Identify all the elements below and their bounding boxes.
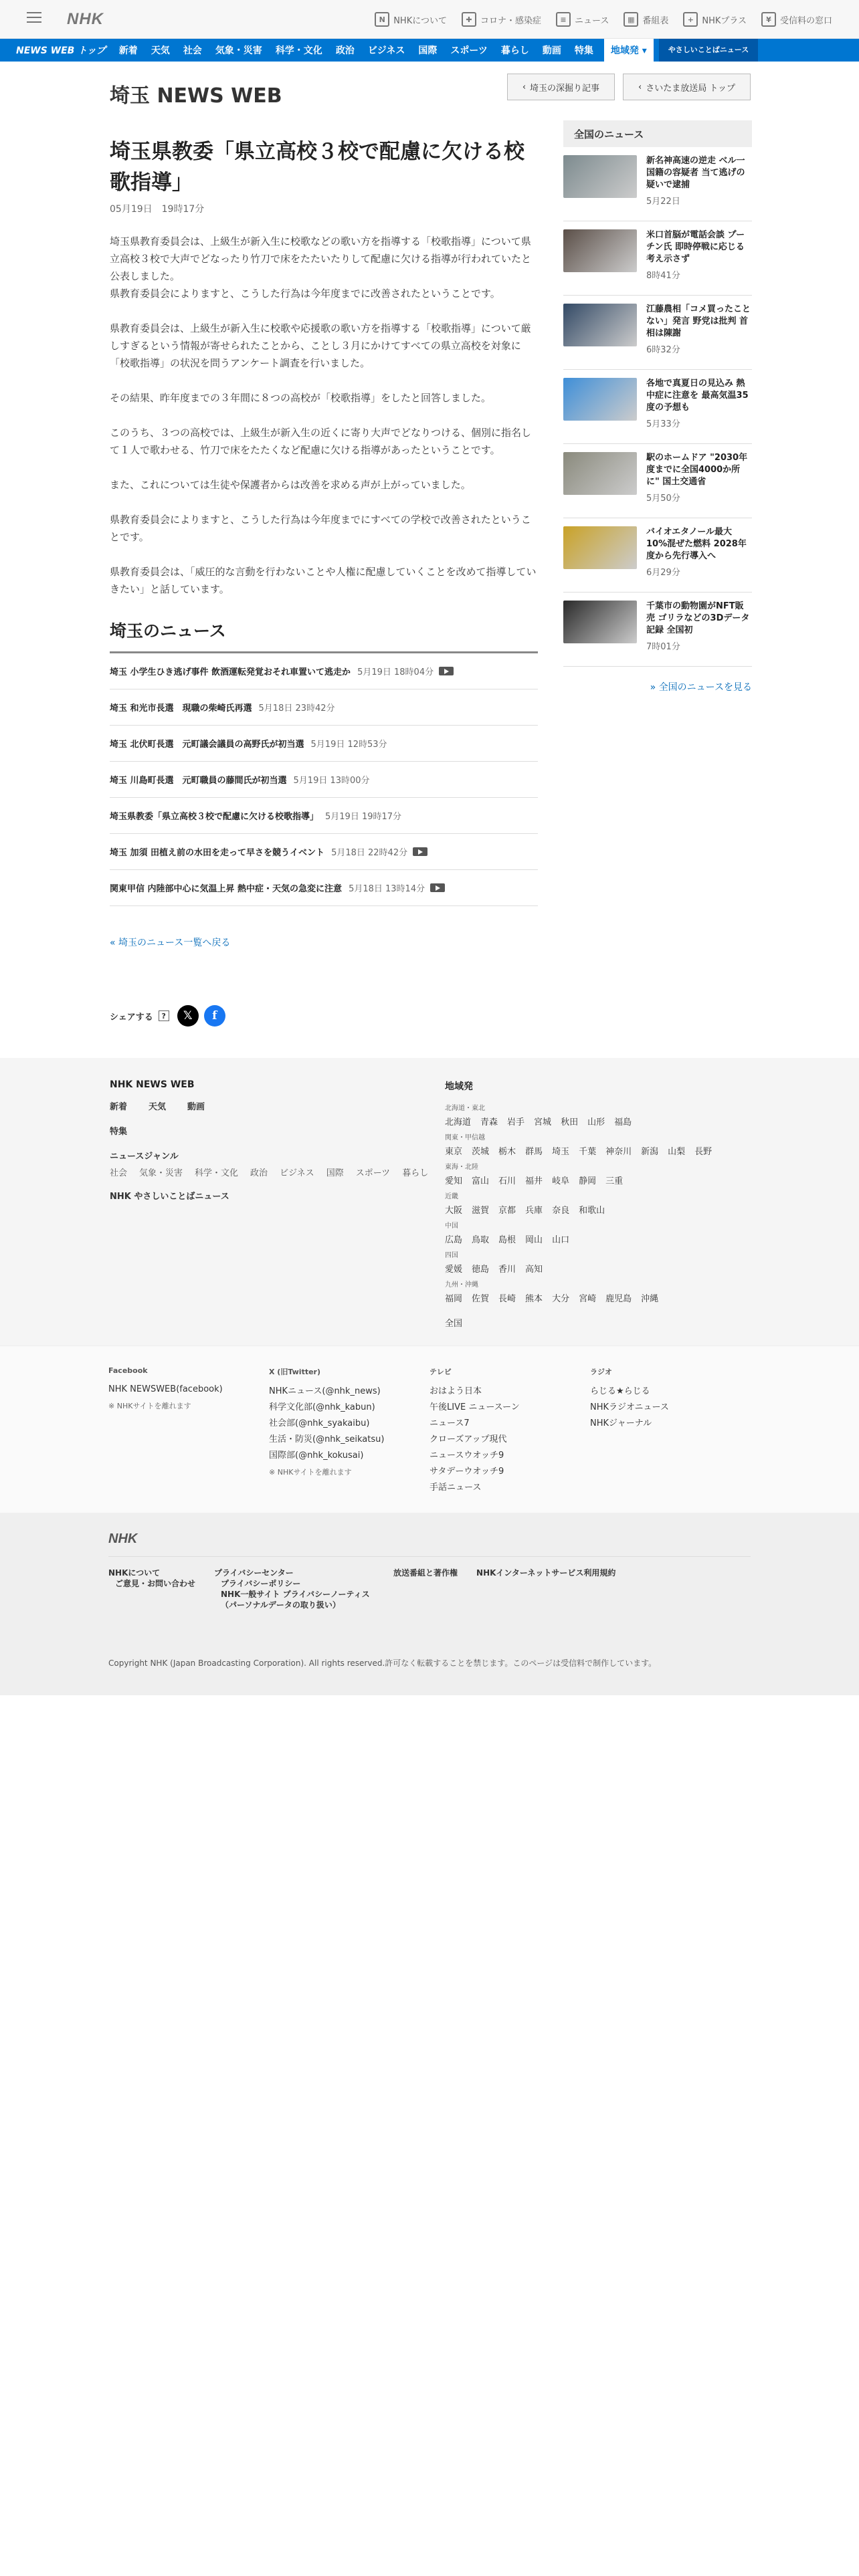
nav-item[interactable]: 暮らし (500, 45, 529, 56)
region-link[interactable]: 徳島 (472, 1265, 490, 1275)
nav-easy-news[interactable] (659, 39, 758, 62)
region-group-label: 東海・北陸 (445, 1164, 478, 1171)
chevron-left-icon: ‹ (638, 82, 642, 92)
footer-legal-group (393, 1568, 458, 1610)
region-link[interactable]: 福島 (614, 1117, 632, 1128)
list-item[interactable] (563, 147, 752, 221)
footer-main-links (110, 1099, 431, 1112)
list-item[interactable] (110, 870, 538, 906)
footer-sns-heading: Facebook (108, 1366, 148, 1375)
news-title: 新名神高速の逆走 ベル一国籍の容疑者 当て逃げの疑いで逮捕 (646, 156, 745, 190)
easy-line2: ニュース (719, 45, 749, 54)
list-item[interactable] (563, 370, 752, 444)
news-thumbnail (563, 526, 637, 569)
video-icon (413, 847, 427, 856)
footer-region-zenkoku[interactable]: 全国 (445, 1319, 463, 1329)
news-icon: ≡ (556, 12, 571, 27)
copyright: Copyright NHK (Japan Broadcasting Corporation). All rights reserved.許可なく転載することを禁じます。このページは受信料で制作しています。 (108, 1658, 657, 1668)
footer-sns-link[interactable]: サタデーウオッチ9 (430, 1467, 504, 1477)
footer-genre-link[interactable]: 国際 (326, 1168, 344, 1178)
footer-legal-group (476, 1568, 615, 1610)
nav-item[interactable]: 科学・文化 (275, 45, 322, 56)
utility-links (375, 0, 832, 39)
footer-sns-link[interactable]: おはよう日本 (430, 1386, 482, 1396)
list-item[interactable] (110, 726, 538, 762)
list-item[interactable] (110, 689, 538, 726)
news-thumbnail (563, 229, 637, 272)
footer-sns-heading: X (旧Twitter) (269, 1368, 320, 1376)
news-date: 5月18日 23時42分 (258, 704, 335, 714)
nav-item[interactable]: 新着 (118, 45, 138, 56)
local-news-back-link[interactable]: « 埼玉のニュース一覧へ戻る (110, 938, 231, 948)
utility-link[interactable] (556, 12, 609, 27)
external-note: ※ NHKサイトを離れます (108, 1402, 191, 1410)
region-link[interactable]: 大分 (552, 1294, 570, 1304)
main-nav (0, 39, 859, 62)
news-date: 5月33分 (646, 419, 680, 429)
news-title: 江藤農相「コメ買ったことない」発言 野党は批判 首相は陳謝 (646, 304, 751, 338)
news-date: 5月18日 22時42分 (331, 848, 408, 858)
region-group-label: 関東・甲信越 (445, 1134, 485, 1142)
help-icon[interactable]: ? (159, 1010, 169, 1021)
list-item[interactable] (563, 593, 752, 667)
region-row (445, 1115, 753, 1128)
news-date: 5月19日 13時00分 (293, 776, 370, 786)
utility-link[interactable] (624, 12, 668, 27)
region-link[interactable]: 秋田 (561, 1117, 579, 1128)
footer-sns-link[interactable]: NHK NEWSWEB(facebook) (108, 1384, 223, 1394)
news-title: 埼玉 加須 田植え前の水田を走って早さを競うイベント (110, 848, 325, 858)
region-row (445, 1232, 753, 1245)
nav-newsweb-top[interactable]: NEWS WEB トップ (16, 45, 106, 56)
utility-link-label: NHKプラス (702, 15, 747, 26)
article-time: 05月19日 19時17分 (110, 204, 205, 215)
footer-sns-link[interactable]: 社会部(@nhk_syakaibu) (269, 1418, 370, 1428)
region-row (445, 1291, 753, 1304)
region-link[interactable]: 山形 (587, 1117, 605, 1128)
external-note: ※ NHKサイトを離れます (269, 1468, 352, 1477)
footer-legal-link[interactable]: プライバシーポリシー (221, 1579, 301, 1588)
region-link[interactable]: 山梨 (668, 1147, 686, 1157)
news-thumbnail (563, 155, 637, 198)
article-paragraph: また、これについては生徒や保護者からは改善を求める声が上がっていました。 (110, 479, 471, 491)
footer-nhk-logo[interactable]: NHK (108, 1531, 751, 1557)
nav-item[interactable]: 政治 (335, 45, 355, 56)
region-row (445, 1174, 753, 1186)
news-date: 8時41分 (646, 271, 680, 281)
footer-genre-heading: ニュースジャンル (110, 1152, 179, 1162)
news-date: 5月18日 13時14分 (349, 884, 425, 894)
footer-genre-links (110, 1166, 431, 1178)
share-label: シェアする (110, 1012, 153, 1023)
region-link[interactable]: 新潟 (641, 1147, 659, 1157)
news-title: バイオエタノール最大10%混ぜた燃料 2028年度から先行導入へ (646, 527, 747, 561)
footer-sns-column (108, 1366, 269, 1496)
region-link[interactable]: 青森 (480, 1117, 498, 1128)
utility-link-label: NHKについて (393, 15, 447, 26)
region-row (445, 1262, 753, 1275)
menu-icon[interactable] (27, 12, 41, 24)
region-link[interactable]: 和歌山 (579, 1206, 605, 1216)
region-link[interactable]: 広島 (445, 1235, 463, 1245)
news-title: 各地で真夏日の見込み 熱中症に注意を 最高気温35度の予想も (646, 379, 749, 413)
article-paragraph: 埼玉県教育委員会は、上級生が新入生に校歌などの歌い方を指導する「校歌指導」について県立高校３校で大声でどなったり竹刀で床をたたいたりして配慮に欠ける指導が行われていたと公表しました。 県教育委員会によりますと、こうした行為は今年度までに改善されたということです。 (110, 235, 532, 300)
footer-sns-link[interactable]: 国際部(@nhk_kokusai) (269, 1451, 364, 1461)
region-link[interactable]: 高知 (525, 1265, 543, 1275)
footer-sns-link[interactable]: らじる★らじる (590, 1386, 650, 1396)
news-title: 駅のホームドア "2030年度までに全国4000か所に" 国土交通省 (646, 453, 748, 487)
news-title: 埼玉 和光市長選 現職の柴崎氏再選 (110, 704, 252, 714)
list-item[interactable] (563, 221, 752, 296)
footer-sns-link[interactable]: NHKラジオニュース (590, 1402, 669, 1412)
region-link[interactable]: 山口 (552, 1235, 570, 1245)
region-link[interactable]: 香川 (498, 1265, 516, 1275)
nav-item[interactable]: スポーツ (450, 45, 488, 56)
footer-genre-link[interactable]: ビジネス (280, 1168, 314, 1178)
footer-genre-link[interactable]: 暮らし (402, 1168, 429, 1178)
footer-genre-link[interactable]: スポーツ (355, 1168, 391, 1178)
region-link[interactable]: 埼玉 (552, 1147, 570, 1157)
list-item[interactable] (563, 518, 752, 593)
footer-genre-link[interactable]: 気象・災害 (139, 1168, 183, 1178)
footer-sns (0, 1346, 859, 1513)
page-header (108, 62, 751, 108)
footer-legal-link[interactable]: プライバシーセンター (214, 1568, 294, 1578)
region-link[interactable]: 三重 (605, 1176, 624, 1186)
article-paragraph: 県教育委員会は、上級生が新入生に校歌や応援歌の歌い方を指導する「校歌指導」について厳しすぎるという情報が寄せられたことから、ことし３月にかけてすべての県立高校を対象に「校歌指導」の状況を問うアンケート調査を行いました。 (110, 322, 531, 369)
utility-link-label: ニュース (574, 15, 609, 26)
region-link[interactable]: 岩手 (507, 1117, 525, 1128)
station-top-button[interactable]: ‹ さいたま放送局 トップ (623, 74, 751, 100)
region-group-label: 四国 (445, 1252, 458, 1259)
content-layout (108, 108, 751, 1058)
footer-genre-link[interactable]: 科学・文化 (195, 1168, 239, 1178)
footer-region-heading: 地域発 (445, 1081, 473, 1092)
region-link[interactable]: 富山 (472, 1176, 490, 1186)
footer-genre-link[interactable]: 社会 (110, 1168, 128, 1178)
footer-sns-link[interactable]: ニュース7 (430, 1418, 470, 1428)
nhk-logo[interactable]: NHK (67, 10, 104, 28)
region-group-label: 近畿 (445, 1193, 458, 1200)
news-thumbnail (563, 378, 637, 421)
footer-legal-group (214, 1568, 375, 1610)
article-title: 埼玉県教委「県立高校３校で配慮に欠ける校歌指導」 (110, 140, 524, 195)
footer-legal-group (108, 1568, 195, 1610)
footer-sns-link[interactable]: 午後LIVE ニュースーン (430, 1402, 520, 1412)
top-utility-bar (0, 0, 859, 39)
region-link[interactable]: 北海道 (445, 1117, 472, 1128)
region-link[interactable]: 愛媛 (445, 1265, 463, 1275)
region-link[interactable]: 岐阜 (552, 1176, 570, 1186)
region-link[interactable]: 奈良 (552, 1206, 570, 1216)
region-link[interactable]: 島根 (498, 1235, 516, 1245)
virus-icon: ✚ (462, 12, 476, 27)
footer-sns-link[interactable]: NHKジャーナル (590, 1418, 652, 1428)
region-link[interactable]: 岡山 (525, 1235, 543, 1245)
footer-legal-link[interactable]: NHKインターネットサービス利用規約 (476, 1568, 616, 1578)
news-date: 5月19日 18時04分 (357, 667, 434, 677)
region-link[interactable]: 福井 (525, 1176, 543, 1186)
footer-sns-heading: ラジオ (590, 1368, 612, 1376)
page-title[interactable]: 埼玉 NEWS WEB (110, 84, 282, 108)
nav-item[interactable]: 国際 (418, 45, 438, 56)
local-news-list (110, 653, 538, 906)
news-date: 7時01分 (646, 642, 680, 652)
news-title: 埼玉県教委「県立高校３校で配慮に欠ける校歌指導」 (110, 812, 319, 822)
region-group-label: 北海道・東北 (445, 1105, 485, 1112)
sidebar (563, 108, 752, 693)
fee-icon: ¥ (761, 12, 776, 27)
region-link[interactable]: 栃木 (498, 1147, 516, 1157)
news-title: 埼玉 北伏町長選 元町議会議員の高野氏が初当選 (110, 740, 304, 750)
program-guide-icon: ▦ (624, 12, 638, 27)
footer-newsweb-heading[interactable]: NHK NEWS WEB (110, 1079, 195, 1090)
article-paragraph: 県教育委員会によりますと、こうした行為は今年度までにすべての学校で改善されたということです。 (110, 514, 531, 543)
footer-sns-link[interactable]: ニュースウオッチ9 (430, 1451, 504, 1461)
region-link[interactable]: 滋賀 (472, 1206, 490, 1216)
region-link[interactable]: 宮城 (534, 1117, 552, 1128)
utility-link-label: コロナ・感染症 (480, 15, 541, 26)
news-title: 米口首脳が電話会談 プーチン氏 即時停戦に応じる考え示さず (646, 230, 745, 264)
list-item[interactable] (563, 444, 752, 518)
region-link[interactable]: 東京 (445, 1147, 463, 1157)
nav-region-dropdown[interactable]: 地域発 ▾ (604, 39, 654, 62)
footer-link[interactable]: 天気 (149, 1102, 167, 1112)
video-icon (439, 667, 454, 675)
region-link[interactable]: 愛知 (445, 1176, 463, 1186)
region-group-label: 中国 (445, 1222, 458, 1230)
nav-item[interactable]: 天気 (151, 45, 170, 56)
region-link[interactable]: 大阪 (445, 1206, 463, 1216)
nhk-plus-icon: + (683, 12, 698, 27)
nav-item[interactable]: 動画 (542, 45, 561, 56)
footer-sitemap (0, 1058, 859, 1346)
footer-sns-heading: テレビ (430, 1368, 452, 1376)
news-date: 5月19日 12時53分 (310, 740, 387, 750)
nav-item[interactable]: 特集 (574, 45, 593, 56)
list-item[interactable] (110, 762, 538, 798)
utility-link[interactable] (683, 12, 747, 27)
list-item[interactable] (110, 798, 538, 834)
local-news-heading: 埼玉のニュース (110, 618, 538, 653)
article-paragraph: その結果、昨年度までの３年間に８つの高校が「校歌指導」をしたと回答しました。 (110, 392, 492, 404)
article-body (110, 233, 538, 598)
news-title: 千葉市の動物園がNFT販売 ゴリラなどの3Dデータ記録 全国初 (646, 601, 750, 635)
article-paragraph: このうち、３つの高校では、上級生が新入生の近くに寄り大声でどなりつける、個別に指名して１人で歌わせる、竹刀で床をたたくなど配慮に欠ける指導があったということです。 (110, 427, 532, 456)
nhk-about-icon: N (375, 12, 389, 27)
region-link[interactable]: 群馬 (525, 1147, 543, 1157)
region-link[interactable]: 宮崎 (579, 1294, 597, 1304)
chevron-left-icon: ‹ (522, 82, 527, 92)
region-link[interactable]: 熊本 (525, 1294, 543, 1304)
region-link[interactable]: 兵庫 (525, 1206, 543, 1216)
footer-genre-link[interactable]: 政治 (250, 1168, 268, 1178)
region-link[interactable]: 石川 (498, 1176, 516, 1186)
footer-easy-news-link[interactable]: NHK やさしいことばニュース (110, 1192, 229, 1202)
national-news-list (563, 147, 752, 667)
national-news-more-link[interactable]: » 全国のニュースを見る (650, 682, 752, 693)
region-link[interactable]: 長野 (694, 1147, 712, 1157)
news-date: 5月22日 (646, 197, 680, 207)
nav-item[interactable]: 気象・災害 (215, 45, 262, 56)
video-icon (430, 883, 445, 892)
footer-link[interactable]: 新着 (110, 1102, 128, 1112)
region-link[interactable]: 長崎 (498, 1294, 516, 1304)
footer-sns-column (430, 1366, 590, 1496)
region-link[interactable]: 沖縄 (641, 1294, 659, 1304)
region-link[interactable]: 静岡 (579, 1176, 597, 1186)
feature-articles-button[interactable]: ‹ 埼玉の深掘り記事 (507, 74, 615, 100)
news-date: 6月29分 (646, 568, 680, 578)
news-thumbnail (563, 452, 637, 495)
footer-sns-link[interactable]: 生活・防災(@nhk_seikatsu) (269, 1434, 385, 1444)
utility-link[interactable] (462, 12, 541, 27)
utility-link[interactable] (375, 12, 447, 27)
utility-link-label: 受信料の窓口 (779, 15, 832, 26)
region-row (445, 1203, 753, 1216)
news-date: 5月19日 19時17分 (325, 812, 402, 822)
footer-link-tokushu[interactable]: 特集 (110, 1127, 128, 1137)
footer-legal-links (108, 1568, 751, 1610)
footer-sns-link[interactable]: 手話ニュース (430, 1483, 482, 1493)
footer-legal-link[interactable]: ご意見・お問い合わせ (115, 1579, 196, 1588)
easy-line1: やさしいことば (668, 45, 720, 54)
footer-region-links (445, 1102, 753, 1304)
main-column (110, 108, 538, 1027)
footer-legal-link[interactable]: NHKについて (108, 1568, 161, 1578)
region-group-label: 九州・沖縄 (445, 1281, 478, 1289)
news-date: 5月50分 (646, 494, 680, 504)
region-link[interactable]: 福岡 (445, 1294, 463, 1304)
region-link[interactable]: 京都 (498, 1206, 516, 1216)
region-link[interactable]: 佐賀 (472, 1294, 490, 1304)
article-paragraph: 県教育委員会は、「威圧的な言動を行わないことや人権に配慮していくことを改めて指導していきたい」と話しています。 (110, 566, 537, 595)
footer-sns-link[interactable]: クローズアップ現代 (430, 1434, 507, 1444)
footer-legal-link[interactable]: 放送番組と著作権 (393, 1568, 458, 1578)
region-link[interactable]: 茨城 (472, 1147, 490, 1157)
footer-sns-link[interactable]: 科学文化部(@nhk_kabun) (269, 1402, 375, 1412)
footer-bottom (0, 1513, 859, 1695)
utility-link-label: 番組表 (642, 15, 669, 26)
facebook-share-icon[interactable]: f (204, 1005, 225, 1027)
news-date: 6時32分 (646, 345, 680, 355)
nav-item[interactable]: ビジネス (367, 45, 405, 56)
footer-link[interactable]: 動画 (187, 1102, 205, 1112)
sidebar-heading: 全国のニュース (563, 120, 752, 147)
news-title: 埼玉 小学生ひき逃げ事件 飲酒運転発覚おそれ車置いて逃走か (110, 667, 351, 677)
news-thumbnail (563, 304, 637, 346)
region-link[interactable]: 神奈川 (605, 1147, 632, 1157)
footer-sns-column (590, 1366, 751, 1496)
list-item[interactable] (110, 834, 538, 870)
list-item[interactable] (563, 296, 752, 370)
region-row (445, 1144, 753, 1157)
news-thumbnail (563, 601, 637, 643)
list-item[interactable] (110, 653, 538, 689)
footer-sns-link[interactable]: NHKニュース(@nhk_news) (269, 1386, 381, 1396)
utility-link[interactable] (761, 12, 832, 27)
nav-item[interactable]: 社会 (183, 45, 202, 56)
footer-legal-link[interactable]: NHK一般サイト プライバシーノーティス（パーソナルデータの取り扱い） (221, 1590, 370, 1610)
share-bar (110, 1005, 538, 1027)
region-link[interactable]: 千葉 (579, 1147, 597, 1157)
x-share-icon[interactable]: 𝕏 (177, 1005, 199, 1027)
news-title: 埼玉 川島町長選 元町職員の藤間氏が初当選 (110, 776, 287, 786)
news-title: 関東甲信 内陸部中心に気温上昇 熱中症・天気の急変に注意 (110, 884, 343, 894)
footer-sns-column (269, 1366, 430, 1496)
region-link[interactable]: 鹿児島 (605, 1294, 632, 1304)
region-link[interactable]: 鳥取 (472, 1235, 490, 1245)
